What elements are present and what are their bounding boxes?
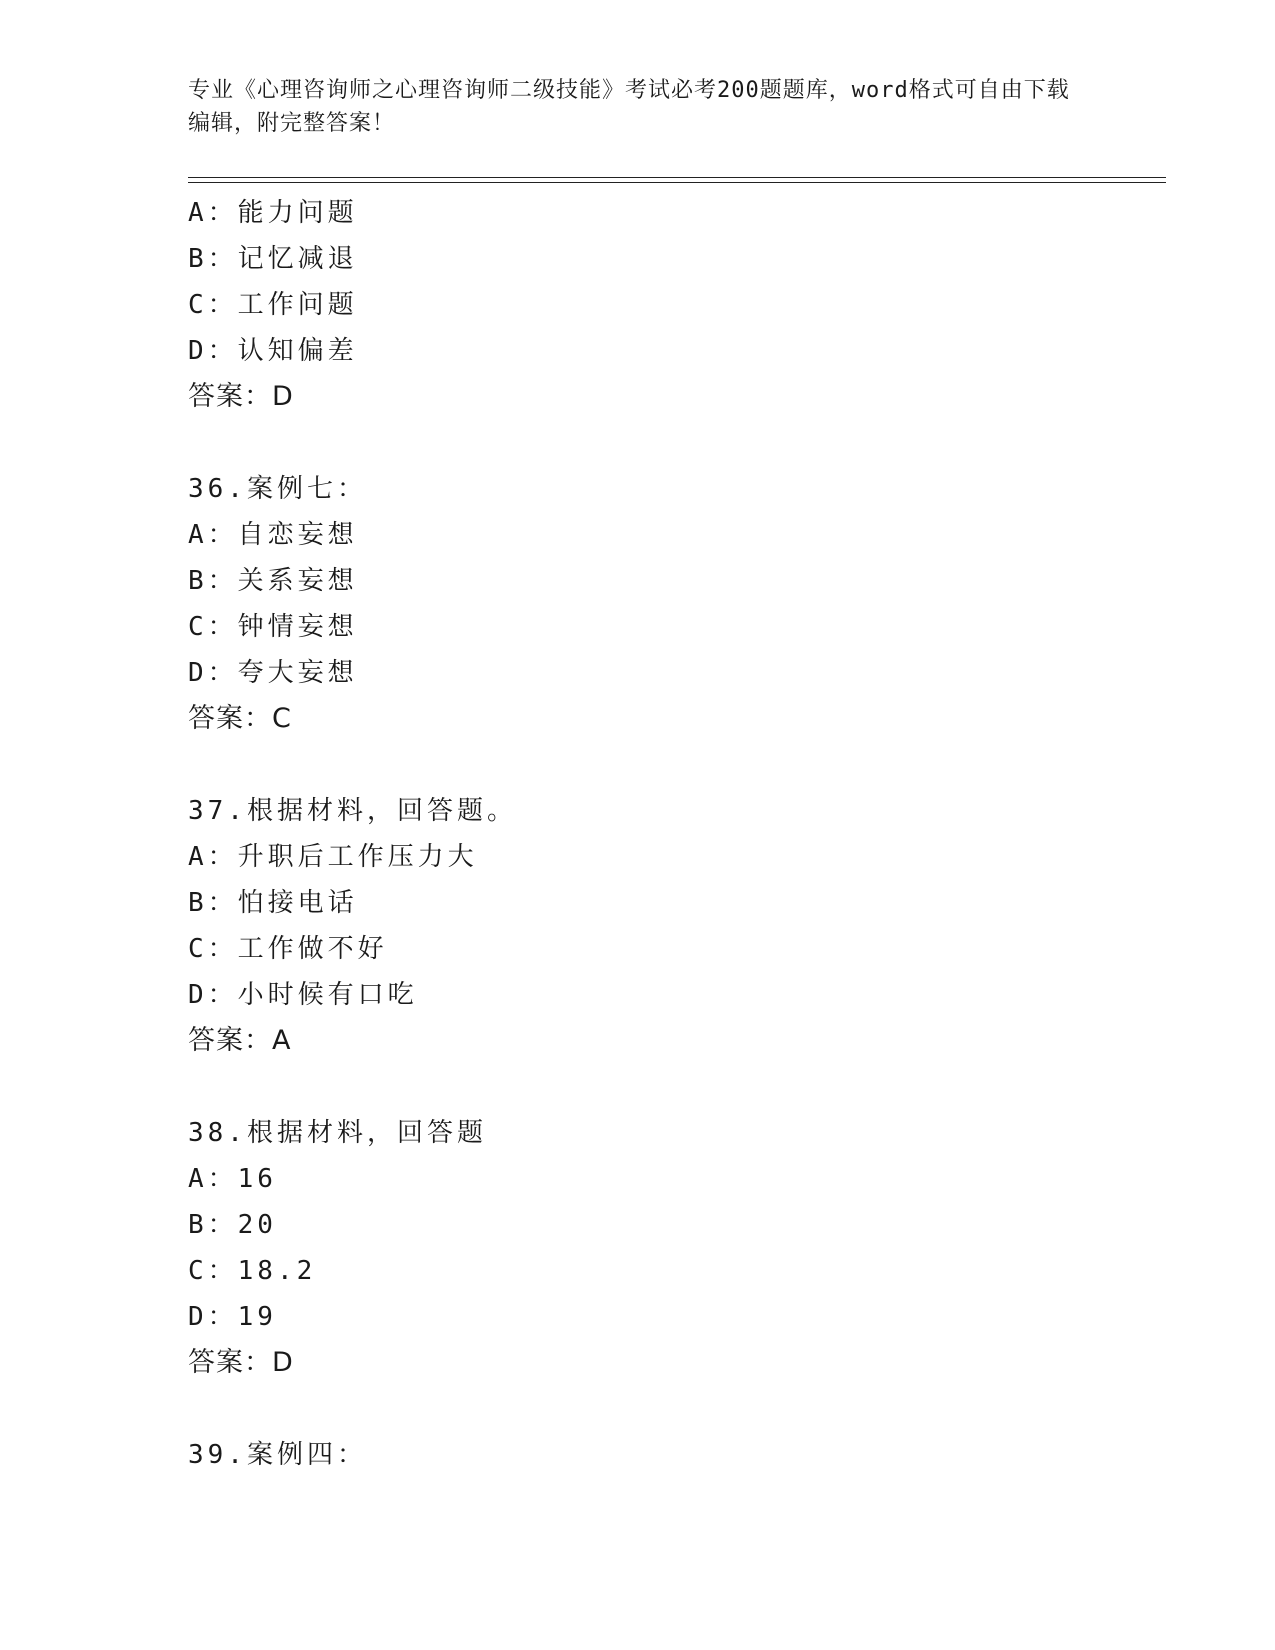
question-option: C：钟情妄想 [188,612,358,642]
question-answer: 答案：C [188,703,292,734]
question-title: 37.根据材料，回答题。 [188,796,517,826]
question-option: B：关系妄想 [188,566,358,596]
question-option: A：能力问题 [188,198,358,228]
header-rule-top [188,177,1166,178]
question-option: A：16 [188,1164,277,1194]
question-option: C：工作做不好 [188,934,388,964]
question-option: D：小时候有口吃 [188,980,418,1010]
question-title: 39.案例四： [188,1440,367,1470]
question-title: 38.根据材料，回答题 [188,1118,487,1148]
question-title: 36.案例七： [188,474,367,504]
question-option: A：自恋妄想 [188,520,358,550]
question-option: B：记忆减退 [188,244,358,274]
question-option: C：工作问题 [188,290,358,320]
question-option: D：19 [188,1302,277,1332]
question-option: D：认知偏差 [188,336,358,366]
document-header: 专业《心理咨询师之心理咨询师二级技能》考试必考200题题库，word格式可自由下载编辑，附完整答案！ [188,78,1070,136]
header-rule-bottom [188,182,1166,183]
question-answer: 答案：D [188,381,294,412]
question-option: C：18.2 [188,1256,317,1286]
question-option: B：怕接电话 [188,888,358,918]
question-option: A：升职后工作压力大 [188,842,478,872]
document-body [188,190,1166,1478]
question-answer: 答案：D [188,1347,294,1378]
question-answer: 答案：A [188,1025,292,1056]
question-option: D：夸大妄想 [188,658,358,688]
question-option: B：20 [188,1210,277,1240]
